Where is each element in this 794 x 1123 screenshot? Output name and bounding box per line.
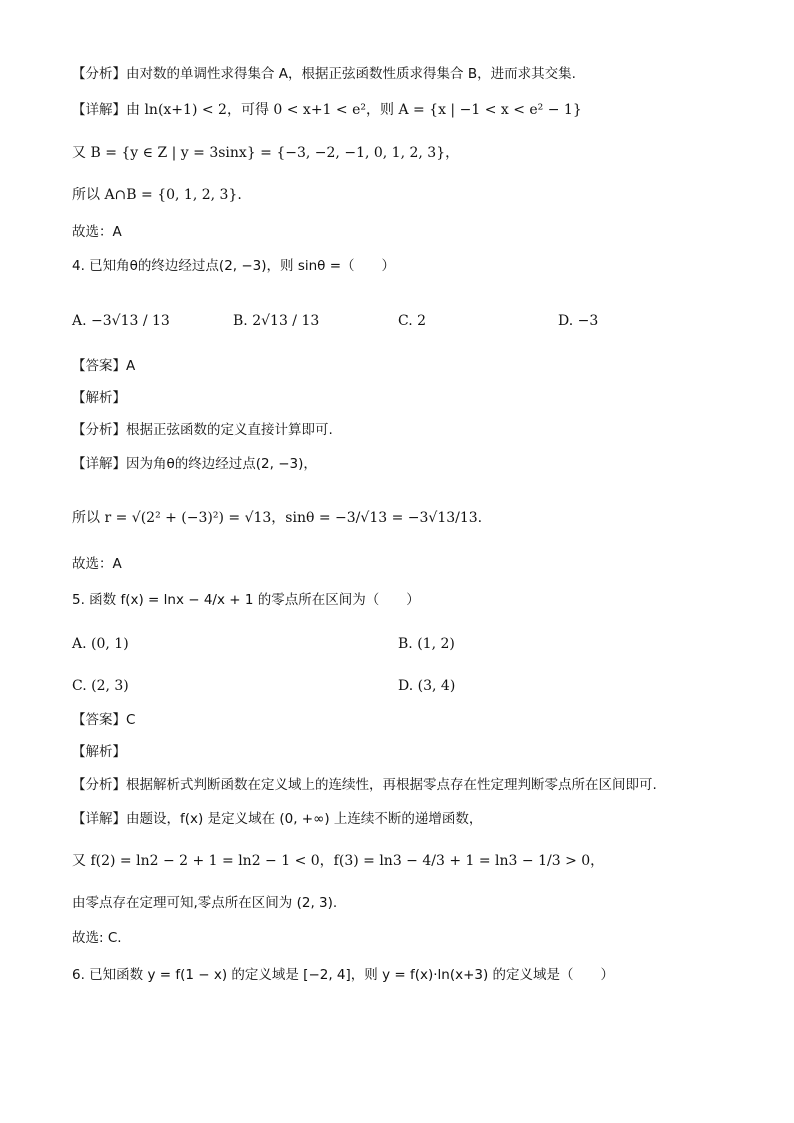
q5-detail-tag: 【详解】 [72, 811, 126, 827]
q5-option-c [72, 678, 129, 694]
q6-stem: 6. 已知函数 y = f(1 − x) 的定义域是 [−2, 4]，则 y = f(x)·ln(x+3) 的定义域是（ ） [72, 967, 615, 983]
q4-option-d [558, 313, 598, 329]
q4-option-a-text: −3√13 / 13 [91, 313, 170, 329]
q5-option-a-text: (0, 1) [91, 636, 129, 652]
s3-analysis-line [72, 68, 576, 82]
q5-option-b-text: (1, 2) [417, 636, 455, 652]
s3-detail-line2: 又 B = {y ∈ Z | y = 3sinx} = {−3, −2, −1, 0, 1, 2, 3}， [72, 145, 460, 161]
q5-option-d [398, 678, 455, 694]
s3-analysis-tag: 【分析】 [72, 66, 126, 82]
q5-final-answer: 故选: C. [72, 930, 122, 946]
q4-answer-line [72, 360, 135, 374]
q5-answer-line [72, 714, 135, 728]
q5-detail-line1-text: 由题设，f(x) 是定义域在 (0, +∞) 上连续不断的递增函数， [126, 811, 483, 827]
q4-answer-value: A [126, 358, 136, 374]
q5-answer-tag: 【答案】 [72, 712, 126, 728]
q4-analysis-line [72, 424, 333, 438]
q4-final-answer: 故选：A [72, 556, 122, 572]
s3-detail-line3: 所以 A∩B = {0, 1, 2, 3}. [72, 187, 242, 203]
q4-analysis-tag: 【分析】 [72, 422, 126, 438]
q5-option-b [398, 636, 455, 652]
q4-option-b-text: 2√13 / 13 [252, 313, 320, 329]
q5-detail-line3: 由零点存在定理可知,零点所在区间为 (2, 3). [72, 895, 338, 911]
q4-option-c-letter: C. [398, 313, 413, 329]
q5-option-d-text: (3, 4) [417, 678, 456, 694]
q4-option-b-letter: B. [233, 313, 248, 329]
s3-detail-line1-text: 由 ln(x+1) < 2，可得 0 < x+1 < e²，则 A = {x | −1 < x < e² − 1} [126, 102, 582, 118]
q5-analysis-text: 根据解析式判断函数在定义域上的连续性，再根据零点存在性定理判断零点所在区间即可. [126, 777, 657, 793]
q5-option-a-letter: A. [72, 636, 87, 652]
s3-detail-tag: 【详解】 [72, 102, 126, 118]
q5-detail-line1 [72, 813, 482, 827]
q4-answer-tag: 【答案】 [72, 358, 126, 374]
q4-option-a [72, 313, 170, 329]
q4-jiexi-tag: 【解析】 [72, 390, 126, 406]
q5-option-a [72, 636, 129, 652]
q5-option-d-letter: D. [398, 678, 414, 694]
s3-final-answer: 故选：A [72, 224, 122, 240]
q5-detail-line2: 又 f(2) = ln2 − 2 + 1 = ln2 − 1 < 0，f(3) = ln3 − 4/3 + 1 = ln3 − 1/3 > 0， [72, 853, 605, 869]
s3-analysis-text: 由对数的单调性求得集合 A，根据正弦函数性质求得集合 B，进而求其交集. [126, 66, 576, 82]
q4-option-c-text: 2 [417, 313, 427, 329]
q4-option-d-text: −3 [577, 313, 599, 329]
q4-detail-line2: 所以 r = √(2² + (−3)²) = √13，sinθ = −3/√13 = −3√13/13. [72, 510, 483, 526]
q5-option-c-letter: C. [72, 678, 87, 694]
q5-analysis-tag: 【分析】 [72, 777, 126, 793]
s3-detail-line1 [72, 103, 582, 118]
q5-answer-value: C [126, 712, 136, 728]
q4-option-a-letter: A. [72, 313, 87, 329]
q4-detail-line1-text: 因为角θ的终边经过点(2, −3)， [126, 456, 317, 472]
q4-stem: 4. 已知角θ的终边经过点(2, −3)，则 sinθ =（ ） [72, 258, 396, 274]
q5-option-b-letter: B. [398, 636, 413, 652]
q5-option-c-text: (2, 3) [91, 678, 129, 694]
q5-analysis-line [72, 779, 657, 793]
q4-analysis-text: 根据正弦函数的定义直接计算即可. [126, 422, 333, 438]
q4-option-d-letter: D. [558, 313, 574, 329]
q4-detail-tag: 【详解】 [72, 456, 126, 472]
q4-detail-line1 [72, 458, 317, 472]
q4-option-b [233, 313, 319, 329]
q5-stem: 5. 函数 f(x) = lnx − 4/x + 1 的零点所在区间为（ ） [72, 592, 420, 608]
q4-option-c [398, 313, 426, 329]
q5-jiexi-tag: 【解析】 [72, 744, 126, 760]
